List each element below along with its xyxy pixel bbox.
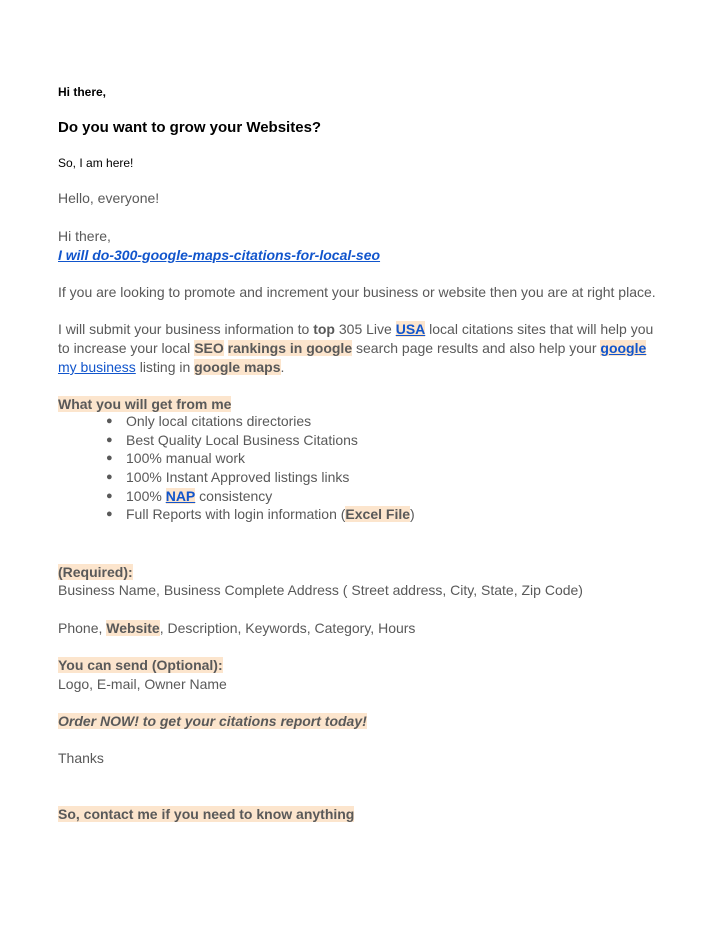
nap-link[interactable]: NAP: [165, 487, 196, 504]
list-item-text: 100% Instant Approved listings links: [126, 469, 350, 486]
optional-heading: [58, 657, 223, 673]
keyword-rankings: rankings in google: [227, 340, 353, 356]
para-text: local citations sites that will help you: [425, 321, 654, 337]
my-business-link[interactable]: my business: [58, 359, 136, 375]
bullet-icon: ●: [106, 452, 113, 465]
bullet-icon: ●: [106, 489, 113, 502]
phone-text: , Description, Keywords, Category, Hours: [159, 620, 416, 636]
list-item: [106, 431, 415, 450]
para-text: .: [280, 359, 285, 375]
list-item-text: Full Reports with login information (: [126, 506, 346, 523]
keyword-top: top: [313, 321, 335, 337]
keyword-excel-file: Excel File: [345, 506, 411, 523]
usa-link[interactable]: USA: [395, 321, 426, 337]
para-line-1: [58, 321, 653, 337]
para-text: 305 Live: [334, 321, 396, 337]
required-heading-text: (Required):: [58, 564, 133, 580]
hello-line: Hello, everyone!: [58, 190, 160, 206]
gig-link[interactable]: I will do-300-google-maps-citations-for-local-seo: [58, 247, 381, 263]
para-text: I will submit your business information to: [58, 321, 314, 337]
greeting-top: Hi there,: [58, 85, 107, 99]
para-line-2: [58, 340, 646, 356]
headline: Do you want to grow your Websites?: [58, 119, 322, 136]
bullet-icon: ●: [106, 508, 113, 521]
optional-text: Logo, E-mail, Owner Name: [58, 676, 227, 692]
contact-text: So, contact me if you need to know anything: [58, 806, 355, 822]
hi-there-line: Hi there,: [58, 228, 111, 244]
benefits-list: [106, 412, 415, 524]
google-link[interactable]: google: [600, 340, 647, 356]
get-heading: [58, 396, 231, 412]
bullet-icon: ●: [106, 471, 113, 484]
list-item: [106, 505, 415, 524]
list-item-text: 100% manual work: [126, 450, 246, 467]
order-now-text: Order NOW! to get your citations report today!: [58, 713, 367, 729]
list-item: [106, 412, 415, 431]
phone-text: Phone,: [58, 620, 107, 636]
list-item-text: 100%: [126, 487, 166, 504]
optional-heading-text: You can send (Optional):: [58, 657, 223, 673]
list-item-text: Only local citations directories: [126, 413, 312, 429]
required-text: Business Name, Business Complete Address ( Street address, City, State, Zip Code): [58, 582, 583, 598]
para-text: search page results and also help your: [352, 340, 601, 356]
para-text: listing in: [135, 359, 195, 375]
para-text: to increase your local: [58, 340, 195, 356]
intro-paragraph: If you are looking to promote and increment your business or website then you are at right place.: [58, 284, 656, 300]
keyword-website: Website: [106, 620, 160, 636]
order-now-line: [58, 713, 367, 729]
contact-line: [58, 806, 354, 822]
list-item-text: consistency: [195, 487, 273, 504]
phone-line: [58, 620, 415, 636]
list-item: [106, 487, 415, 506]
bullet-icon: ●: [106, 433, 113, 446]
get-heading-text: What you will get from me: [58, 396, 232, 412]
list-item-text: Best Quality Local Business Citations: [126, 431, 358, 448]
keyword-google-maps: google maps: [194, 359, 281, 375]
required-heading: [58, 564, 133, 580]
thanks-line: Thanks: [58, 750, 104, 766]
para-line-3: [58, 359, 284, 375]
bullet-icon: ●: [106, 415, 113, 427]
list-item-text: ): [410, 506, 415, 523]
list-item: [106, 468, 415, 487]
keyword-seo: SEO: [194, 340, 224, 356]
list-item: [106, 449, 415, 468]
so-line: So, I am here!: [58, 156, 134, 170]
